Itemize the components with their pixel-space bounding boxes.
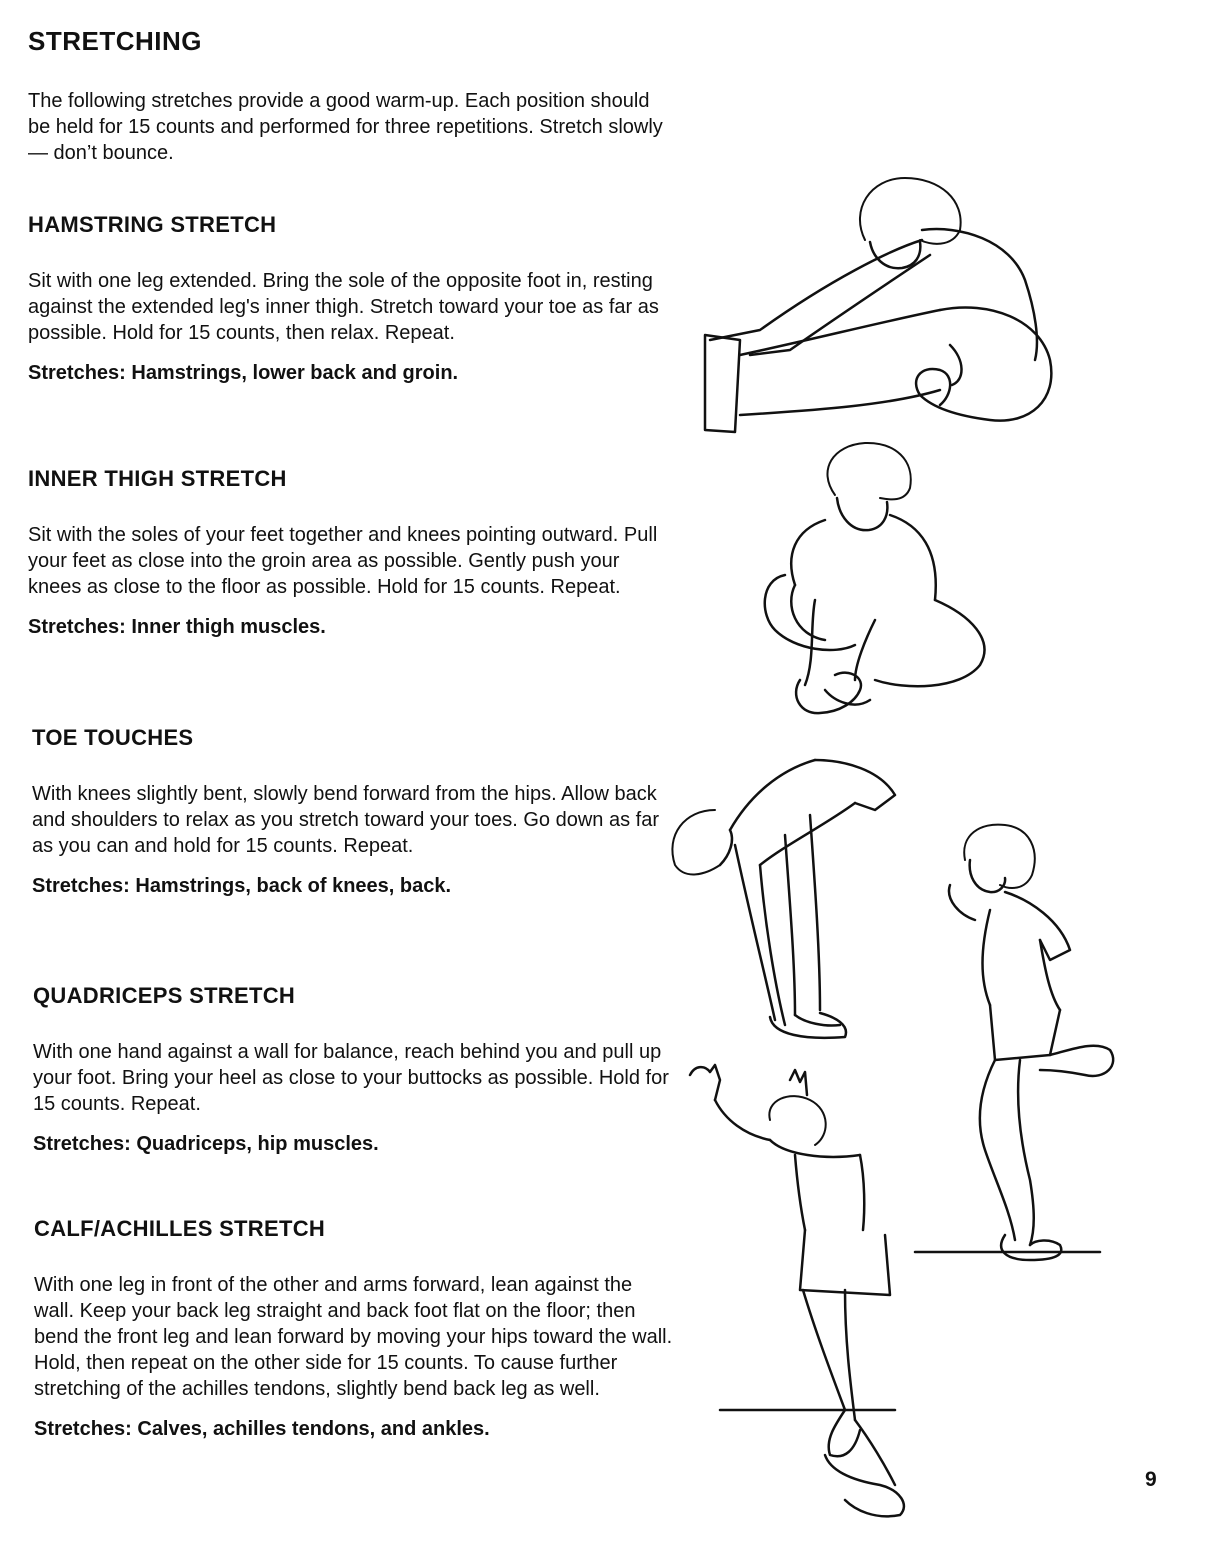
section-stretches: Stretches: Quadriceps, hip muscles. (33, 1133, 379, 1155)
section-inner-thigh-stretch (28, 466, 668, 640)
page-title: STRETCHING (28, 26, 202, 56)
section-quadriceps-stretch (33, 983, 673, 1157)
section-heading: QUADRICEPS STRETCH (33, 983, 296, 1008)
intro-paragraph: The following stretches provide a good warm-up. Each position should be held for 15 counts and performed for three repetitions. Stretch slowly — don’t bounce. (28, 90, 663, 164)
section-body: Sit with one leg extended. Bring the sole of the opposite foot in, resting against the extended leg's inner thigh. Stretch toward your toe as far as possible. Hold for 15 counts, then relax. Repeat. (28, 270, 659, 344)
section-heading: TOE TOUCHES (32, 725, 194, 750)
section-body: With one leg in front of the other and arms forward, lean against the wall. Keep your back leg straight and back foot flat on the floor; then bend the front leg and lean forward by moving your hips toward the wall. Hold, then repeat on the other side for 15 counts. To cause further stretching of the achilles tendons, slightly bend back leg as well. (34, 1274, 673, 1400)
calf-achilles-stretch-illustration (685, 1060, 925, 1525)
section-toe-touches (32, 725, 672, 899)
section-heading: INNER THIGH STRETCH (28, 466, 287, 491)
section-hamstring-stretch (28, 212, 668, 386)
section-stretches: Stretches: Inner thigh muscles. (28, 616, 326, 638)
hamstring-stretch-illustration (690, 170, 1070, 440)
section-body: With one hand against a wall for balance, reach behind you and pull up your foot. Bring your heel as close to your buttocks as possible. Hold for 15 counts. Repeat. (33, 1041, 669, 1115)
quadriceps-stretch-illustration (920, 820, 1120, 1265)
page-number: 9 (1145, 1468, 1157, 1491)
section-heading: CALF/ACHILLES STRETCH (34, 1216, 326, 1241)
section-heading: HAMSTRING STRETCH (28, 212, 277, 237)
toe-touches-illustration (655, 755, 900, 1045)
section-calf-achilles-stretch (34, 1216, 674, 1442)
section-stretches: Stretches: Calves, achilles tendons, and ankles. (34, 1418, 490, 1440)
section-body: Sit with the soles of your feet together and knees pointing outward. Pull your feet as close into the groin area as possible. Gently push your knees as close to the floor as possible. Hold for 15 counts. Repeat. (28, 524, 658, 598)
section-body: With knees slightly bent, slowly bend forward from the hips. Allow back and shoulders to relax as you stretch toward your toes. Go down as far as you can and hold for 15 counts. Repeat. (32, 783, 659, 857)
inner-thigh-stretch-illustration (755, 440, 995, 725)
section-stretches: Stretches: Hamstrings, back of knees, back. (32, 875, 452, 897)
section-stretches: Stretches: Hamstrings, lower back and groin. (28, 362, 459, 384)
